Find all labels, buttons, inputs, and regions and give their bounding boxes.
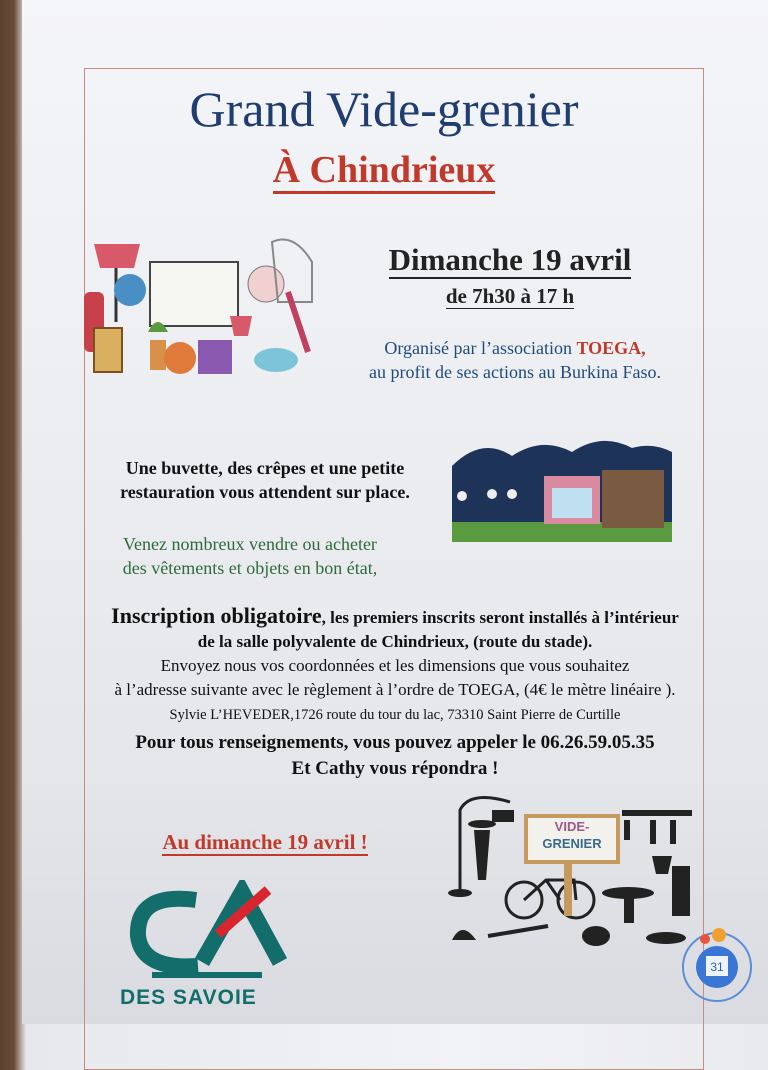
organizer-name: TOEGA, <box>576 338 646 358</box>
buvette-line1: Une buvette, des crêpes et une petite <box>125 458 405 478</box>
organizer-text <box>310 336 720 384</box>
inscription-line3: Envoyez nous vos coordonnées et les dimensions que vous souhaitez <box>160 656 630 675</box>
buvette-line2: restauration vous attendent sur place. <box>120 482 410 502</box>
flyer-title: Grand Vide-grenier <box>189 81 579 137</box>
notification-dot-icon <box>712 928 726 942</box>
calendar-day: 31 <box>706 956 728 976</box>
buvette-illustration <box>452 436 672 542</box>
notification-dot-icon <box>700 934 710 944</box>
inscription-block <box>80 604 710 727</box>
reminder-text <box>130 830 400 855</box>
inscription-title: Inscription obligatoire <box>111 603 322 628</box>
contact-line1: Pour tous renseignements, vous pouvez appeler le 06.26.59.05.35 <box>135 732 655 753</box>
calendar-icon <box>696 946 738 988</box>
subtitle-text: À Chindrieux <box>273 149 496 194</box>
date-text: Dimanche 19 avril <box>388 242 632 277</box>
sign-line2: GRENIER <box>542 836 602 851</box>
calendar-app-overlay[interactable] <box>682 932 752 1002</box>
reminder-label: Au dimanche 19 avril ! <box>162 830 368 854</box>
inscription-line4: à l’adresse suivante avec le règlement à l’ordre de TOEGA, (4€ le mètre linéaire ). <box>114 680 676 699</box>
sign-line1: VIDE- <box>554 819 590 834</box>
sponsor-name: DES SAVOIE <box>120 986 257 1009</box>
event-date <box>330 242 690 278</box>
inscription-line2: de la salle polyvalente de Chindrieux, (route du stade). <box>197 632 593 651</box>
buvette-text <box>80 456 450 504</box>
venez-text <box>80 532 420 580</box>
address: Sylvie L’HEVEDER,1726 route du tour du lac, 73310 Saint Pierre de Curtille <box>169 707 621 723</box>
contact-info <box>80 730 710 782</box>
venez-line1: Venez nombreux vendre ou acheter <box>123 534 377 554</box>
event-hours <box>330 284 690 309</box>
organizer-line2: au profit de ses actions au Burkina Faso. <box>369 362 661 382</box>
inscription-rest: , les premiers inscrits seront installés à l’intérieur <box>321 608 679 627</box>
hours-text: de 7h30 à 17 h <box>445 284 575 308</box>
brocante-illustration <box>76 232 316 382</box>
flyer-subtitle <box>0 148 768 192</box>
contact-line2: Et Cathy vous répondra ! <box>291 758 499 779</box>
vide-grenier-sign <box>524 814 620 864</box>
venez-line2: des vêtements et objets en bon état, <box>122 558 378 578</box>
organizer-prefix: Organisé par l’association <box>384 338 577 358</box>
